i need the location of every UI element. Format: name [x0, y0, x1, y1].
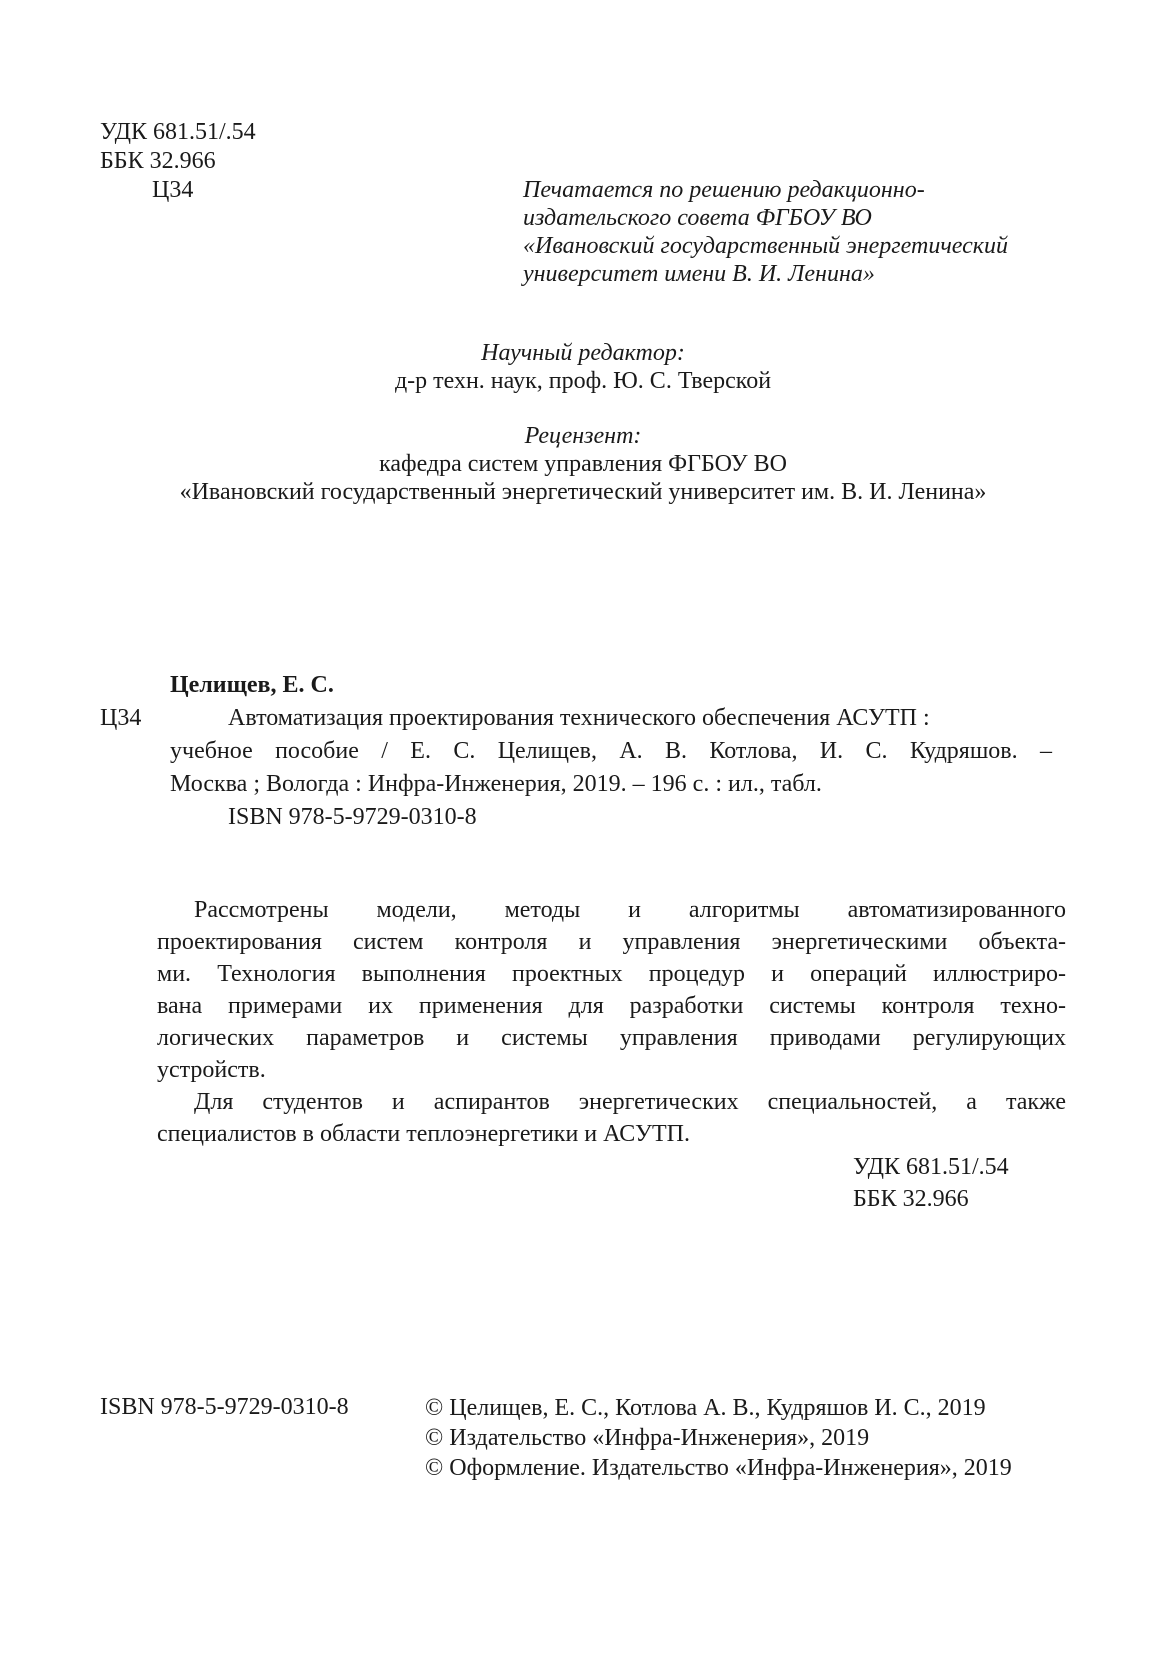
bib-title-line: Автоматизация проектирования технического обеспечения АСУТП :	[228, 705, 930, 731]
reviewer-block	[0, 422, 1166, 506]
footer-isbn: ISBN 978-5-9729-0310-8	[100, 1394, 349, 1420]
header-bbk: ББК 32.966	[100, 148, 216, 174]
decision-note-line: издательского совета ФГБОУ ВО	[523, 205, 872, 231]
reviewer-label: Рецензент:	[524, 423, 642, 449]
bib-line-2	[170, 737, 1052, 765]
editor-name: д-р техн. наук, проф. Ю. С. Тверской	[394, 368, 772, 394]
footer-copyrights	[425, 1393, 1012, 1483]
decision-note-line: университет имени В. И. Ленина»	[523, 261, 875, 287]
abstract-line: логических параметров и системы управления приводами регулирующих	[157, 1025, 1066, 1051]
header-udk: УДК 681.51/.54	[100, 119, 256, 145]
decision-note	[523, 176, 1008, 288]
abstract-line: проектирования систем контроля и управления энергетическими объекта-	[157, 929, 1066, 955]
bib-line-3: Москва ; Вологда : Инфра-Инженерия, 2019. – 196 с. : ил., табл.	[170, 771, 822, 797]
abstract-line: вана примерами их применения для разработки системы контроля техно-	[157, 993, 1066, 1019]
bib-text-line: учебное пособие / Е. С. Целищев, А. В. Котлова, И. С. Кудряшов. –	[170, 738, 1052, 764]
decision-note-line: Печатается по решению редакционно-	[523, 177, 925, 203]
abstract-line: Для студентов и аспирантов энергетических специальностей, а также	[194, 1089, 1066, 1115]
abstract-line: ми. Технология выполнения проектных процедур и операций иллюстриро-	[157, 961, 1066, 987]
bib-author: Целищев, Е. С.	[170, 672, 334, 698]
decision-note-line: «Ивановский государственный энергетический	[523, 233, 1009, 259]
editor-label: Научный редактор:	[481, 340, 685, 366]
abstract-udk: УДК 681.51/.54	[853, 1154, 1009, 1180]
copyright-line: © Издательство «Инфра-Инженерия», 2019	[425, 1425, 870, 1451]
bib-isbn: ISBN 978-5-9729-0310-8	[228, 804, 477, 830]
abstract-line: специалистов в области теплоэнергетики и АСУТП.	[157, 1121, 690, 1147]
abstract-line: устройств.	[157, 1057, 266, 1083]
reviewer-line: кафедра систем управления ФГБОУ ВО	[379, 451, 787, 477]
abstract	[157, 894, 1066, 1150]
copyright-line: © Целищев, Е. С., Котлова А. В., Кудряшов И. С., 2019	[425, 1395, 986, 1421]
copyright-line: © Оформление. Издательство «Инфра-Инженерия», 2019	[425, 1455, 1012, 1481]
header-author-sign: Ц34	[152, 177, 194, 203]
abstract-line: Рассмотрены модели, методы и алгоритмы автоматизированного	[194, 897, 1066, 923]
bib-sign: Ц34	[100, 705, 142, 731]
editor-block	[0, 339, 1166, 395]
abstract-bbk: ББК 32.966	[853, 1186, 969, 1212]
reviewer-line: «Ивановский государственный энергетический университет им. В. И. Ленина»	[179, 479, 987, 505]
